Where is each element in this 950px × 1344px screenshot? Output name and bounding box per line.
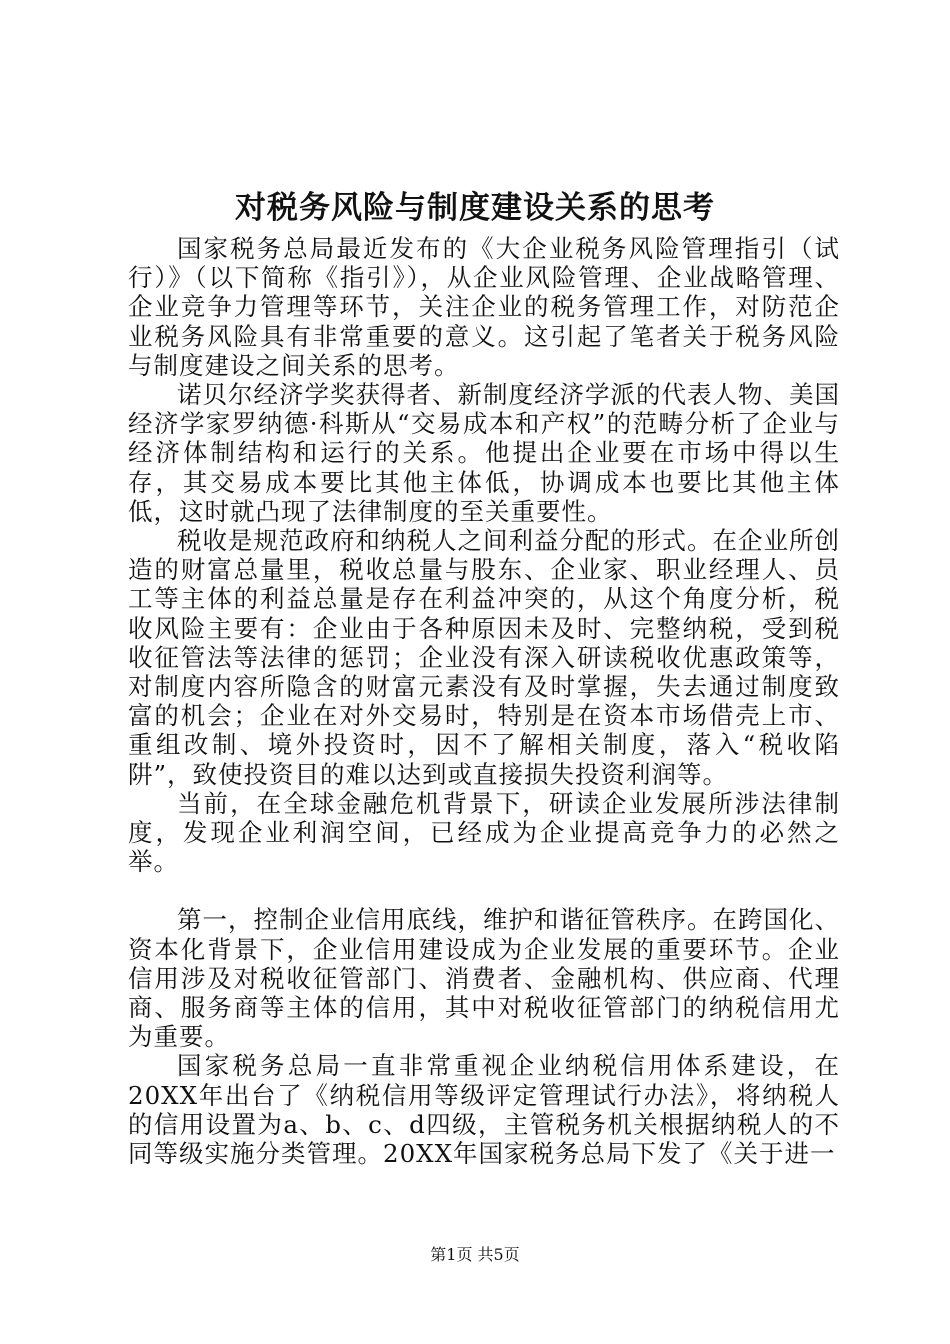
- paragraph-6: 国家税务总局一直非常重视企业纳税信用体系建设，在20XX年出台了《纳税信用等级评定管理试行办法》，将纳税人的信用设置为a、b、c、d四级，主管税务机关根据纳税人的不同等级实施分类管理。20XX年国家税务总局下发了《关于进一: [128, 1051, 840, 1169]
- paragraph-2: 诺贝尔经济学奖获得者、新制度经济学派的代表人物、美国经济学家罗纳德·科斯从“交易成本和产权”的范畴分析了企业与经济体制结构和运行的关系。他提出企业要在市场中得以生存，其交易成本要比其他主体低，协调成本也要比其他主体低，这时就凸现了法律制度的至关重要性。: [128, 380, 840, 526]
- page-footer: 第1页 共5页: [430, 1245, 520, 1264]
- paragraph-3: 税收是规范政府和纳税人之间利益分配的形式。在企业所创造的财富总量里，税收总量与股东、企业家、职业经理人、员工等主体的利益总量是存在利益冲突的，从这个角度分析，税收风险主要有：企业由于各种原因未及时、完整纳税，受到税收征管法等法律的惩罚；企业没有深入研读税收优惠政策等，对制度内容所隐含的财富元素没有及时掌握，失去通过制度致富的机会；企业在对外交易时，特别是在资本市场借壳上市、重组改制、境外投资时，因不了解相关制度，落入“税收陷阱”，致使投资目的难以达到或直接损失投资利润等。: [128, 526, 840, 789]
- paragraph-4: 当前，在全球金融危机背景下，研读企业发展所涉法律制度，发现企业利润空间，已经成为企业提高竞争力的必然之举。: [128, 788, 840, 877]
- paragraph-gap: [128, 876, 840, 905]
- paragraph-1: 国家税务总局最近发布的《大企业税务风险管理指引（试行）》（以下简称《指引》），从企业风险管理、企业战略管理、企业竞争力管理等环节，关注企业的税务管理工作，对防范企业税务风险具有非常重要的意义。这引起了笔者关于税务风险与制度建设之间关系的思考。: [128, 234, 840, 380]
- document-title: 对税务风险与制度建设关系的思考: [235, 190, 715, 226]
- paragraph-5: 第一，控制企业信用底线，维护和谐征管秩序。在跨国化、资本化背景下，企业信用建设成为企业发展的重要环节。企业信用涉及对税收征管部门、消费者、金融机构、供应商、代理商、服务商等主体的信用，其中对税收征管部门的纳税信用尤为重要。: [128, 905, 840, 1052]
- document-body: [128, 234, 840, 1168]
